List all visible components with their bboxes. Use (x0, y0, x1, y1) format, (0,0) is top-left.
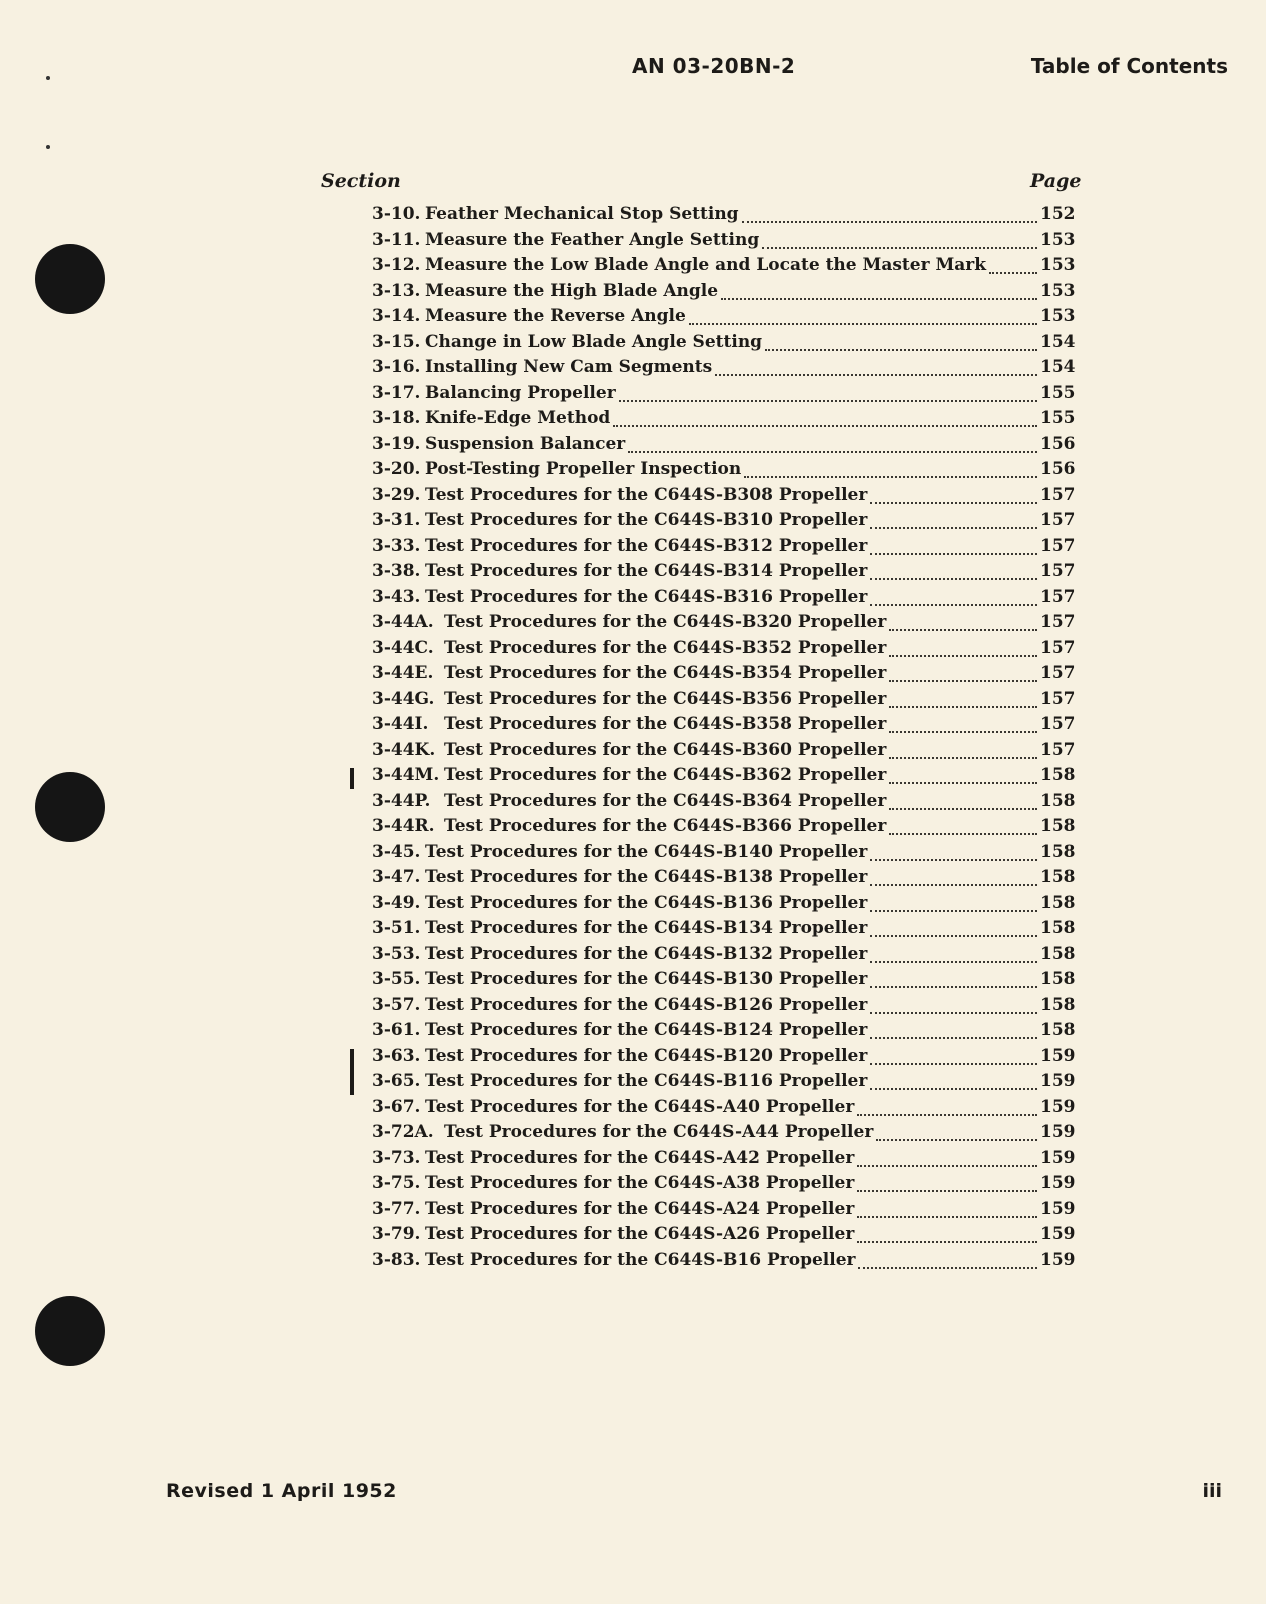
toc-section-title: Test Procedures for the C644S-B366 Propeller (444, 816, 887, 836)
dot-leader (628, 450, 1037, 453)
dot-leader (889, 756, 1037, 759)
toc-entry[interactable] (372, 204, 1074, 230)
toc-page-number: 158 (1040, 790, 1076, 811)
toc-page-number: 158 (1040, 765, 1076, 785)
revision-change-bar (350, 1049, 354, 1095)
toc-entry[interactable] (372, 281, 1074, 307)
toc-page-number: 153 (1040, 306, 1076, 326)
dot-leader (689, 322, 1037, 325)
toc-page-number: 158 (1040, 816, 1076, 836)
toc-section-number: 3-44R. (372, 816, 435, 836)
toc-section-number: 3-79. (372, 1224, 421, 1244)
toc-section-title: Test Procedures for the C644S-B360 Propeller (444, 739, 887, 760)
toc-entry[interactable] (372, 612, 1074, 638)
binder-hole (35, 1296, 105, 1366)
toc-section-number: 3-77. (372, 1198, 421, 1219)
revision-date: Revised 1 April 1952 (166, 1480, 397, 1502)
toc-page-number: 157 (1040, 484, 1076, 505)
document-number: AN 03-20BN-2 (632, 54, 796, 78)
toc-entry[interactable] (372, 230, 1074, 256)
toc-section-title: Test Procedures for the C644S-B356 Propeller (444, 688, 887, 709)
toc-section-number: 3-43. (372, 586, 421, 607)
toc-section-number: 3-12. (372, 255, 421, 275)
toc-entry[interactable] (372, 867, 1074, 893)
toc-section-title: Test Procedures for the C644S-B320 Propeller (444, 612, 887, 632)
toc-section-number: 3-44C. (372, 637, 434, 658)
toc-page-number: 159 (1040, 1122, 1076, 1142)
toc-page-number: 157 (1040, 612, 1076, 632)
toc-section-number: 3-53. (372, 943, 421, 964)
toc-page-number: 156 (1040, 459, 1076, 479)
page-number: iii (1202, 1480, 1222, 1502)
toc-page-number: 157 (1040, 637, 1076, 658)
dot-leader (889, 654, 1037, 657)
toc-page-number: 155 (1040, 408, 1076, 428)
dot-leader (870, 1062, 1037, 1065)
toc-section-number: 3-63. (372, 1045, 421, 1066)
toc-entry[interactable] (372, 714, 1074, 740)
dot-leader (613, 424, 1037, 427)
toc-page-number: 157 (1040, 510, 1076, 530)
toc-section-title: Measure the Feather Angle Setting (425, 229, 760, 250)
toc-section-number: 3-17. (372, 382, 421, 403)
toc-section-title: Test Procedures for the C644S-B316 Propeller (425, 586, 868, 607)
toc-entry[interactable] (372, 332, 1074, 358)
toc-section-title: Test Procedures for the C644S-B116 Propeller (425, 1071, 868, 1091)
toc-page-number: 157 (1040, 663, 1076, 683)
dot-leader (857, 1240, 1037, 1243)
toc-section-number: 3-72A. (372, 1122, 434, 1142)
toc-section-title: Knife-Edge Method (425, 408, 611, 428)
toc-entry[interactable] (372, 306, 1074, 332)
section-column-header: Section (321, 170, 401, 192)
dot-leader (857, 1215, 1037, 1218)
toc-page-number: 158 (1040, 943, 1076, 964)
toc-section-number: 3-61. (372, 1020, 421, 1040)
toc-page-number: 158 (1040, 841, 1076, 862)
toc-section-title: Test Procedures for the C644S-A38 Propeller (425, 1173, 855, 1193)
dot-leader (870, 934, 1037, 937)
toc-page-number: 159 (1040, 1096, 1076, 1117)
toc-entry[interactable] (372, 587, 1074, 613)
dot-leader (870, 1087, 1037, 1090)
toc-section-number: 3-45. (372, 841, 421, 862)
toc-section-title: Post-Testing Propeller Inspection (425, 459, 742, 479)
toc-page-number: 153 (1040, 280, 1076, 301)
toc-section-number: 3-19. (372, 433, 421, 454)
toc-section-number: 3-11. (372, 229, 421, 250)
toc-entry[interactable] (372, 740, 1074, 766)
toc-section-title: Test Procedures for the C644S-B16 Propeller (425, 1249, 856, 1270)
toc-section-title: Test Procedures for the C644S-B310 Propeller (425, 510, 868, 530)
toc-entry[interactable] (372, 459, 1074, 485)
dot-leader (989, 271, 1037, 274)
toc-entry[interactable] (372, 995, 1074, 1021)
toc-section-title: Test Procedures for the C644S-B126 Propeller (425, 994, 868, 1015)
toc-entry[interactable] (372, 765, 1074, 791)
toc-section-title: Test Procedures for the C644S-A26 Propeller (425, 1224, 855, 1244)
dot-leader (858, 1266, 1037, 1269)
toc-entry[interactable] (372, 969, 1074, 995)
toc-section-title: Test Procedures for the C644S-B352 Propeller (444, 637, 887, 658)
toc-entry[interactable] (372, 434, 1074, 460)
toc-section-title: Test Procedures for the C644S-B354 Propeller (444, 663, 887, 683)
dot-leader (889, 705, 1037, 708)
toc-section-title: Test Procedures for the C644S-B132 Propeller (425, 943, 868, 964)
toc-page-number: 156 (1040, 433, 1076, 454)
toc-entry[interactable] (372, 842, 1074, 868)
toc-page-number: 159 (1040, 1071, 1076, 1091)
toc-section-title: Test Procedures for the C644S-B136 Propeller (425, 892, 868, 913)
toc-page-number: 159 (1040, 1198, 1076, 1219)
toc-entry[interactable] (372, 1122, 1074, 1148)
page-column-header: Page (1030, 170, 1082, 192)
toc-page-number: 157 (1040, 688, 1076, 709)
toc-entry[interactable] (372, 1020, 1074, 1046)
dot-leader (762, 246, 1037, 249)
dot-leader (870, 552, 1037, 555)
toc-section-number: 3-44G. (372, 688, 435, 709)
dot-leader (889, 628, 1037, 631)
toc-section-number: 3-15. (372, 331, 421, 352)
toc-section-number: 3-67. (372, 1096, 421, 1117)
toc-section-number: 3-44A. (372, 612, 434, 632)
binder-hole (35, 772, 105, 842)
toc-entry[interactable] (372, 255, 1074, 281)
toc-page-number: 158 (1040, 918, 1076, 938)
toc-section-number: 3-75. (372, 1173, 421, 1193)
toc-section-number: 3-10. (372, 204, 421, 224)
toc-section-title: Test Procedures for the C644S-A42 Propeller (425, 1147, 855, 1168)
toc-section-number: 3-44K. (372, 739, 436, 760)
toc-section-title: Test Procedures for the C644S-B364 Propeller (444, 790, 887, 811)
toc-section-title: Feather Mechanical Stop Setting (425, 204, 739, 224)
dot-leader (889, 679, 1037, 682)
toc-entry[interactable] (372, 1148, 1074, 1174)
toc-section-title: Measure the Reverse Angle (425, 306, 686, 326)
paper-speck (46, 145, 50, 149)
toc-section-number: 3-65. (372, 1071, 421, 1091)
toc-page-number: 157 (1040, 739, 1076, 760)
toc-page-number: 159 (1040, 1249, 1076, 1270)
dot-leader (870, 985, 1037, 988)
toc-page-number: 154 (1040, 357, 1076, 377)
toc-section-number: 3-44P. (372, 790, 431, 811)
toc-section-number: 3-33. (372, 535, 421, 556)
toc-section-title: Test Procedures for the C644S-B138 Propeller (425, 867, 868, 887)
dot-leader (721, 297, 1037, 300)
toc-entry[interactable] (372, 536, 1074, 562)
dot-leader (889, 781, 1037, 784)
toc-section-number: 3-18. (372, 408, 421, 428)
toc-section-title: Installing New Cam Segments (425, 357, 713, 377)
table-of-contents-list (372, 204, 1074, 1275)
toc-page-number: 157 (1040, 561, 1076, 581)
toc-section-title: Test Procedures for the C644S-B358 Propeller (444, 714, 887, 734)
toc-section-number: 3-14. (372, 306, 421, 326)
toc-entry[interactable] (372, 893, 1074, 919)
toc-page-number: 159 (1040, 1045, 1076, 1066)
toc-entry[interactable] (372, 485, 1074, 511)
toc-page-number: 154 (1040, 331, 1076, 352)
toc-entry[interactable] (372, 408, 1074, 434)
toc-section-title: Change in Low Blade Angle Setting (425, 331, 763, 352)
toc-page-number: 159 (1040, 1147, 1076, 1168)
dot-leader (876, 1138, 1037, 1141)
dot-leader (870, 909, 1037, 912)
dot-leader (870, 577, 1037, 580)
revision-change-bar (350, 768, 354, 789)
dot-leader (857, 1189, 1037, 1192)
dot-leader (889, 807, 1037, 810)
toc-entry[interactable] (372, 791, 1074, 817)
toc-section-title: Test Procedures for the C644S-B140 Propeller (425, 841, 868, 862)
toc-section-number: 3-55. (372, 969, 421, 989)
toc-page-number: 159 (1040, 1173, 1076, 1193)
page-title: Table of Contents (1030, 54, 1228, 78)
toc-entry[interactable] (372, 944, 1074, 970)
toc-section-title: Measure the High Blade Angle (425, 280, 719, 301)
toc-section-number: 3-16. (372, 357, 421, 377)
toc-entry[interactable] (372, 689, 1074, 715)
toc-entry[interactable] (372, 1250, 1074, 1276)
toc-entry[interactable] (372, 816, 1074, 842)
dot-leader (870, 1011, 1037, 1014)
toc-section-title: Test Procedures for the C644S-A24 Propeller (425, 1198, 855, 1219)
toc-entry[interactable] (372, 1224, 1074, 1250)
toc-page-number: 153 (1040, 255, 1076, 275)
toc-entry[interactable] (372, 561, 1074, 587)
toc-section-title: Measure the Low Blade Angle and Locate the Master Mark (425, 255, 987, 275)
dot-leader (870, 883, 1037, 886)
toc-page-number: 153 (1040, 229, 1076, 250)
toc-page-number: 157 (1040, 714, 1076, 734)
binder-hole (35, 244, 105, 314)
dot-leader (870, 1036, 1037, 1039)
dot-leader (870, 501, 1037, 504)
toc-entry[interactable] (372, 383, 1074, 409)
toc-section-number: 3-20. (372, 459, 421, 479)
toc-section-title: Suspension Balancer (425, 433, 626, 454)
toc-page-number: 158 (1040, 892, 1076, 913)
toc-section-title: Test Procedures for the C644S-B308 Propeller (425, 484, 868, 505)
toc-section-title: Test Procedures for the C644S-B312 Propeller (425, 535, 868, 556)
toc-section-title: Test Procedures for the C644S-A40 Propeller (425, 1096, 855, 1117)
toc-page-number: 158 (1040, 1020, 1076, 1040)
toc-entry[interactable] (372, 1097, 1074, 1123)
toc-section-number: 3-83. (372, 1249, 421, 1270)
toc-section-title: Balancing Propeller (425, 382, 616, 403)
toc-section-title: Test Procedures for the C644S-B362 Propeller (444, 765, 887, 785)
toc-entry[interactable] (372, 1046, 1074, 1072)
dot-leader (870, 603, 1037, 606)
dot-leader (870, 858, 1037, 861)
dot-leader (870, 960, 1037, 963)
toc-entry[interactable] (372, 918, 1074, 944)
toc-page-number: 152 (1040, 204, 1076, 224)
toc-section-number: 3-13. (372, 280, 421, 301)
toc-section-title: Test Procedures for the C644S-B314 Propeller (425, 561, 868, 581)
toc-section-number: 3-31. (372, 510, 421, 530)
toc-section-number: 3-38. (372, 561, 421, 581)
toc-section-number: 3-44E. (372, 663, 434, 683)
dot-leader (870, 526, 1037, 529)
toc-entry[interactable] (372, 638, 1074, 664)
toc-section-number: 3-73. (372, 1147, 421, 1168)
toc-page-number: 158 (1040, 969, 1076, 989)
toc-section-number: 3-47. (372, 867, 421, 887)
toc-entry[interactable] (372, 663, 1074, 689)
toc-page-number: 158 (1040, 867, 1076, 887)
toc-section-number: 3-51. (372, 918, 421, 938)
dot-leader (889, 730, 1037, 733)
toc-section-number: 3-44I. (372, 714, 429, 734)
toc-page-number: 159 (1040, 1224, 1076, 1244)
dot-leader (857, 1113, 1037, 1116)
toc-entry[interactable] (372, 1199, 1074, 1225)
dot-leader (619, 399, 1037, 402)
dot-leader (857, 1164, 1037, 1167)
toc-section-number: 3-44M. (372, 765, 440, 785)
toc-section-title: Test Procedures for the C644S-A44 Propeller (444, 1122, 874, 1142)
toc-section-title: Test Procedures for the C644S-B130 Propeller (425, 969, 868, 989)
toc-page-number: 158 (1040, 994, 1076, 1015)
dot-leader (744, 475, 1037, 478)
toc-entry[interactable] (372, 1173, 1074, 1199)
toc-page-number: 155 (1040, 382, 1076, 403)
toc-section-number: 3-57. (372, 994, 421, 1015)
dot-leader (715, 373, 1037, 376)
toc-entry[interactable] (372, 510, 1074, 536)
dot-leader (889, 832, 1037, 835)
toc-entry[interactable] (372, 1071, 1074, 1097)
toc-page-number: 157 (1040, 535, 1076, 556)
dot-leader (765, 348, 1037, 351)
dot-leader (742, 220, 1037, 223)
toc-entry[interactable] (372, 357, 1074, 383)
toc-section-number: 3-49. (372, 892, 421, 913)
toc-section-title: Test Procedures for the C644S-B124 Propeller (425, 1020, 868, 1040)
toc-section-title: Test Procedures for the C644S-B120 Propeller (425, 1045, 868, 1066)
toc-section-title: Test Procedures for the C644S-B134 Propeller (425, 918, 868, 938)
toc-section-number: 3-29. (372, 484, 421, 505)
toc-page-number: 157 (1040, 586, 1076, 607)
paper-speck (46, 76, 50, 80)
